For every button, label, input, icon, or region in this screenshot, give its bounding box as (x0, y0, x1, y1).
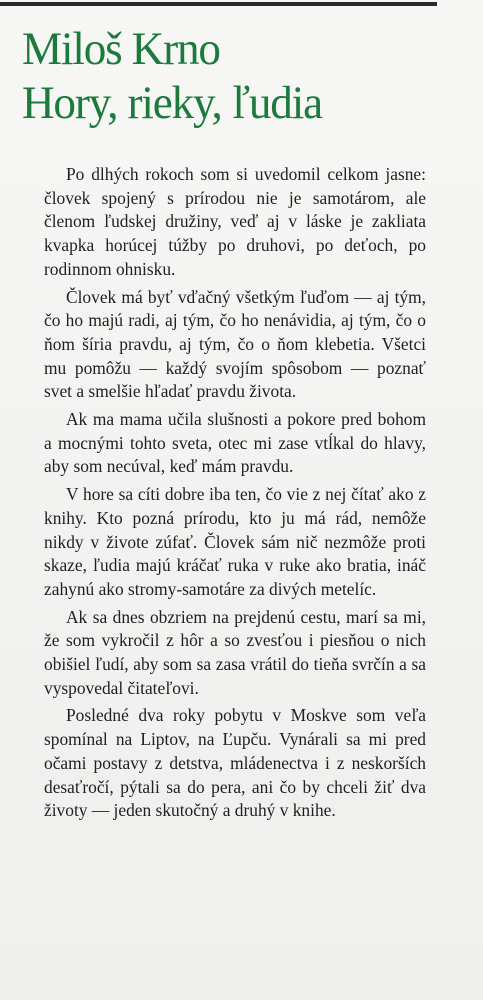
author-name: Miloš Krno (22, 23, 220, 75)
paragraph-2: Človek má byť vďačný všetkým ľuďom — aj tým, čo ho majú radi, aj tým, čo ho nenávidia, aj tým, čo o ňom šíria pravdu, aj tým, čo o ňom klebetia. Všetci mu pomôžu — každý svojím spôsobom — poznať svet a smelšie hľadať pravdu života. (44, 286, 426, 402)
paragraph-3: Ak ma mama učila slušnosti a pokore pred bohom a mocnými tohto sveta, otec mi zase vtĺkal do hlavy, aby som necúval, keď mám pravdu. (44, 409, 426, 477)
header (22, 22, 462, 130)
paragraph-5: Ak sa dnes obzriem na prejdenú cestu, marí sa mi, že som vykročil z hôr a so zvesťou i piesňou o nich obišiel ľudí, aby som sa zasa vrátil do tieňa svrčín a sa vyspovedal čitateľovi. (44, 606, 426, 698)
top-rule (0, 2, 437, 6)
paragraph-1: Po dlhých rokoch som si uvedomil celkom jasne: človek spojený s prírodou nie je samotárom, ale členom ľudskej družiny, veď aj v láske je zakliata kvapka horúcej túžby po druhovi, po deťoch, po rodinnom ohnisku. (44, 164, 426, 279)
blurb-text (44, 163, 426, 827)
book-title: Hory, rieky, ľudia (22, 77, 322, 129)
paragraph-6: Posledné dva roky pobytu v Moskve som veľa spomínal na Liptov, na Ľupču. Vynárali sa mi pred očami postavy z detstva, mládenectva i z neskorších desaťročí, pýtali sa do pera, ani čo by chceli žiť dva životy — jeden skutočný a druhý v knihe. (44, 705, 426, 821)
paragraph-4: V hore sa cíti dobre iba ten, čo vie z nej čítať ako z knihy. Kto pozná prírodu, kto ju má rád, nemôže nikdy v živote zúfať. Človek sám nič nezmôže proti skaze, ľudia majú kráčať ruka v ruke ako bratia, ináč zahynú ako stromy-samotáre za divých metelíc. (44, 484, 426, 599)
